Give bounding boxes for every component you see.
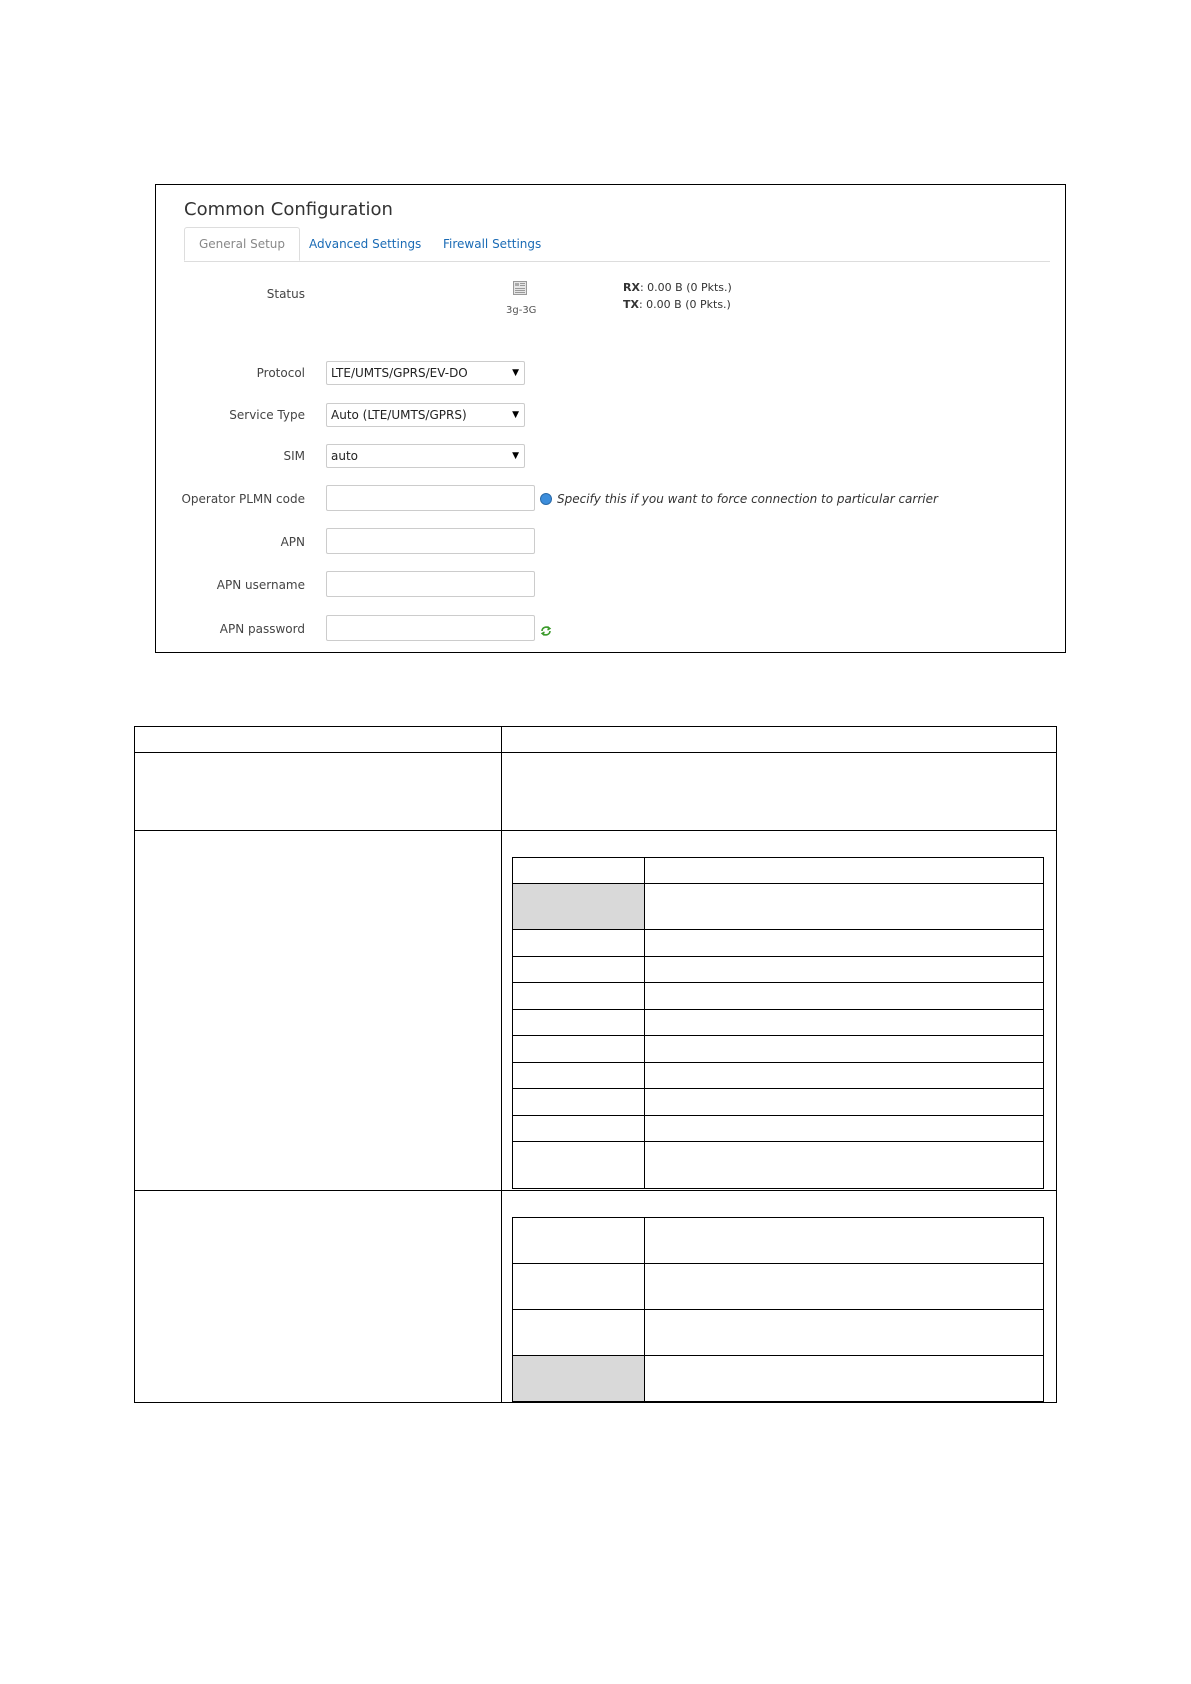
table-cell — [502, 831, 1057, 1191]
table-cell — [135, 1191, 502, 1403]
parameter-table — [134, 726, 1057, 1403]
table-row — [513, 1036, 1044, 1063]
table-cell — [645, 1142, 1044, 1189]
table-cell — [513, 1116, 645, 1142]
table-cell — [513, 983, 645, 1010]
table-row — [513, 957, 1044, 983]
table-cell — [513, 1036, 645, 1063]
table-row — [513, 1264, 1044, 1310]
table-row — [513, 1218, 1044, 1264]
table-cell — [513, 1063, 645, 1089]
apn-password-input[interactable] — [326, 615, 535, 641]
table-row — [513, 930, 1044, 957]
dropdown-arrow-icon: ▼ — [512, 368, 519, 378]
table-cell — [135, 831, 502, 1191]
table-row — [513, 1356, 1044, 1402]
panel-title: Common Configuration — [184, 199, 393, 220]
rx-stat — [623, 281, 732, 294]
table-cell — [645, 1089, 1044, 1116]
table-cell — [513, 957, 645, 983]
table-row — [135, 831, 1057, 1191]
table-cell — [502, 753, 1057, 831]
dropdown-arrow-icon: ▼ — [512, 410, 519, 420]
rx-label: RX — [623, 281, 640, 294]
table-cell — [513, 1264, 645, 1310]
table-cell — [513, 884, 645, 930]
table-cell — [502, 727, 1057, 753]
tab-general-setup[interactable]: General Setup — [184, 227, 300, 261]
tx-stat — [623, 298, 731, 311]
table-cell — [645, 983, 1044, 1010]
reveal-password-icon[interactable] — [540, 625, 552, 637]
table-cell — [645, 884, 1044, 930]
table-row — [513, 858, 1044, 884]
service-type-select[interactable] — [326, 403, 525, 427]
table-row — [513, 1063, 1044, 1089]
plmn-hint — [540, 492, 938, 506]
table-row — [513, 983, 1044, 1010]
table-row — [135, 753, 1057, 831]
table-cell — [645, 1036, 1044, 1063]
table-row — [513, 1010, 1044, 1036]
table-row — [513, 884, 1044, 930]
table-cell — [135, 727, 502, 753]
dropdown-arrow-icon: ▼ — [512, 451, 519, 461]
table-cell — [513, 858, 645, 884]
service-type-value: Auto (LTE/UMTS/GPRS) — [331, 408, 467, 422]
table-row — [513, 1310, 1044, 1356]
table-cell — [513, 930, 645, 957]
table-cell — [513, 1310, 645, 1356]
table-row — [135, 1191, 1057, 1403]
table-cell — [645, 1010, 1044, 1036]
rx-value: : 0.00 B (0 Pkts.) — [639, 281, 732, 294]
table-header-row — [135, 727, 1057, 753]
table-cell — [513, 1356, 645, 1402]
protocol-label: Protocol — [256, 366, 305, 380]
sim-value: auto — [331, 449, 359, 463]
service-type-label: Service Type — [229, 408, 305, 422]
sim-label: SIM — [283, 449, 305, 463]
table-row — [513, 1142, 1044, 1189]
table-cell — [645, 1356, 1044, 1402]
table-cell — [645, 930, 1044, 957]
status-interface-name: 3g-3G — [506, 305, 537, 316]
apn-label: APN — [280, 535, 305, 549]
protocol-select[interactable] — [326, 361, 525, 385]
protocol-value: LTE/UMTS/GPRS/EV-DO — [331, 366, 468, 380]
tab-bar — [184, 227, 1050, 262]
plmn-label: Operator PLMN code — [181, 492, 305, 506]
nested-table — [512, 857, 1044, 1189]
table-row — [513, 1116, 1044, 1142]
table-cell — [513, 1089, 645, 1116]
plmn-hint-text: Specify this if you want to force connection to particular carrier — [557, 492, 938, 506]
tab-advanced-settings[interactable]: Advanced Settings — [309, 237, 422, 251]
table-cell — [645, 1116, 1044, 1142]
info-icon — [540, 493, 552, 505]
apn-username-label: APN username — [216, 578, 305, 592]
apn-username-input[interactable] — [326, 571, 535, 597]
tx-value: : 0.00 B (0 Pkts.) — [638, 298, 731, 311]
table-cell — [645, 1218, 1044, 1264]
status-label: Status — [266, 287, 305, 301]
table-cell — [135, 753, 502, 831]
nested-table — [512, 1217, 1044, 1402]
table-cell — [513, 1218, 645, 1264]
tab-firewall-settings[interactable]: Firewall Settings — [443, 237, 542, 251]
common-configuration-panel — [155, 184, 1066, 653]
sim-select[interactable] — [326, 444, 525, 468]
table-cell — [645, 957, 1044, 983]
plmn-input[interactable] — [326, 485, 535, 511]
table-cell — [502, 1191, 1057, 1403]
apn-input[interactable] — [326, 528, 535, 554]
table-cell — [645, 1310, 1044, 1356]
table-cell — [645, 1264, 1044, 1310]
table-cell — [513, 1010, 645, 1036]
tx-label: TX — [623, 298, 639, 311]
table-cell — [645, 1063, 1044, 1089]
apn-password-label: APN password — [219, 622, 305, 636]
table-row — [513, 1089, 1044, 1116]
table-cell — [513, 1142, 645, 1189]
network-interface-icon — [513, 281, 527, 295]
table-cell — [645, 858, 1044, 884]
